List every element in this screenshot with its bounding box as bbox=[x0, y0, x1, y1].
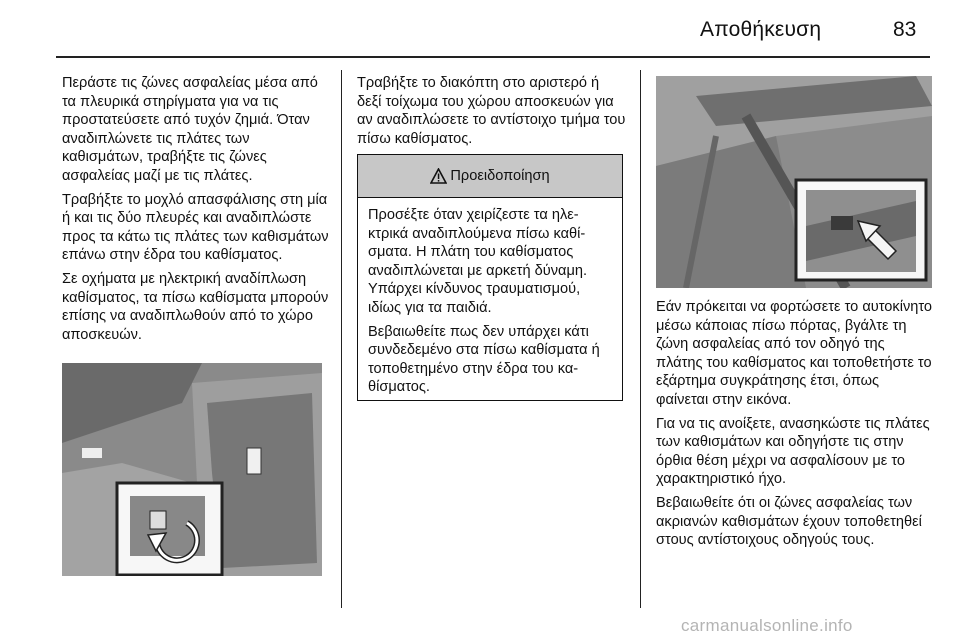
column-2-text bbox=[357, 74, 627, 153]
column-divider-1 bbox=[341, 70, 342, 608]
column-3-text bbox=[656, 298, 934, 555]
page-number: 83 bbox=[893, 18, 917, 41]
warning-paragraph: Προσέξτε όταν χειρίζεστε τα ηλεκτρικά αναδιπλούμενα πίσω καθίσματα. Η πλάτη του καθίσματος αναδιπλώνεται με αρκετή δύναμη. Υπάρχει κίνδυνος τραυματισμού, ιδίως για τα παιδιά. bbox=[368, 207, 588, 316]
paragraph: Εάν πρόκειται να φορτώσετε το αυτοκίνητο μέσω κάποιας πίσω πόρτας, βγάλτε τη ζώνη ασφαλείας από τον οδηγό της πλάτης του καθίσματος και τοποθετήστε το εξάρτημα συγκράτησης έτσι, όπως φαίνεται στην εικόνα. bbox=[656, 299, 933, 408]
section-title: Αποθήκευση bbox=[700, 18, 822, 41]
page-header bbox=[0, 0, 960, 48]
seatbelt-holder-illustration bbox=[656, 76, 932, 288]
column-divider-2 bbox=[640, 70, 641, 608]
header-divider bbox=[56, 56, 930, 58]
warning-paragraph: Βεβαιωθείτε πως δεν υπάρχει κάτι συνδεδεμένο στα πίσω καθίσματα ή τοποθετημένο στην έδρα του καθίσματος. bbox=[368, 323, 600, 396]
paragraph: Για να τις ανοίξετε, ανασηκώστε τις πλάτες των καθισμάτων και οδηγήστε τις στην όρθια θέση μέχρι να ασφαλίσουν με το χαρακτηριστικό ήχο. bbox=[656, 415, 930, 488]
paragraph: Περάστε τις ζώνες ασφαλείας μέσα από τα πλευρικά στηρίγματα για να τις προστατεύσετε από τυχόν ζημιά. Όταν αναδιπλώνετε τις πλάτες των καθισμάτων, τραβήξτε τις ζώνες ασφαλείας μαζί με τις πλάτες. bbox=[62, 75, 318, 184]
watermark: carmanualsonline.info bbox=[681, 616, 853, 635]
paragraph: Τραβήξτε το διακόπτη στο αριστερό ή δεξί τοίχωμα του χώρου αποσκευών για αν αναδιπλώσετε το αντίστοιχο τμήμα του πίσω καθίσματος. bbox=[357, 75, 626, 147]
warning-header bbox=[358, 155, 622, 198]
trunk-switch-illustration bbox=[62, 363, 322, 576]
paragraph: Σε οχήματα με ηλεκτρική αναδίπλωση καθίσματος, τα πίσω καθίσματα μπορούν επίσης να αναδιπλωθούν από το χώρο αποσκευών. bbox=[62, 270, 329, 343]
paragraph: Τραβήξτε το μοχλό απασφάλισης στη μία ή και τις δύο πλευρές και αναδιπλώστε προς τα κάτω τις πλάτες των καθισμάτων επάνω στην έδρα του καθίσματος. bbox=[62, 191, 329, 264]
column-1-text bbox=[62, 74, 332, 349]
warning-body bbox=[358, 198, 622, 397]
warning-box bbox=[357, 154, 623, 401]
warning-title: Προειδοποίηση bbox=[450, 168, 550, 184]
warning-triangle-icon bbox=[430, 168, 447, 184]
paragraph: Βεβαιωθείτε ότι οι ζώνες ασφαλείας των ακριανών καθισμάτων έχουν τοποθετηθεί στους αντίστοιχους οδηγούς τους. bbox=[656, 494, 922, 549]
